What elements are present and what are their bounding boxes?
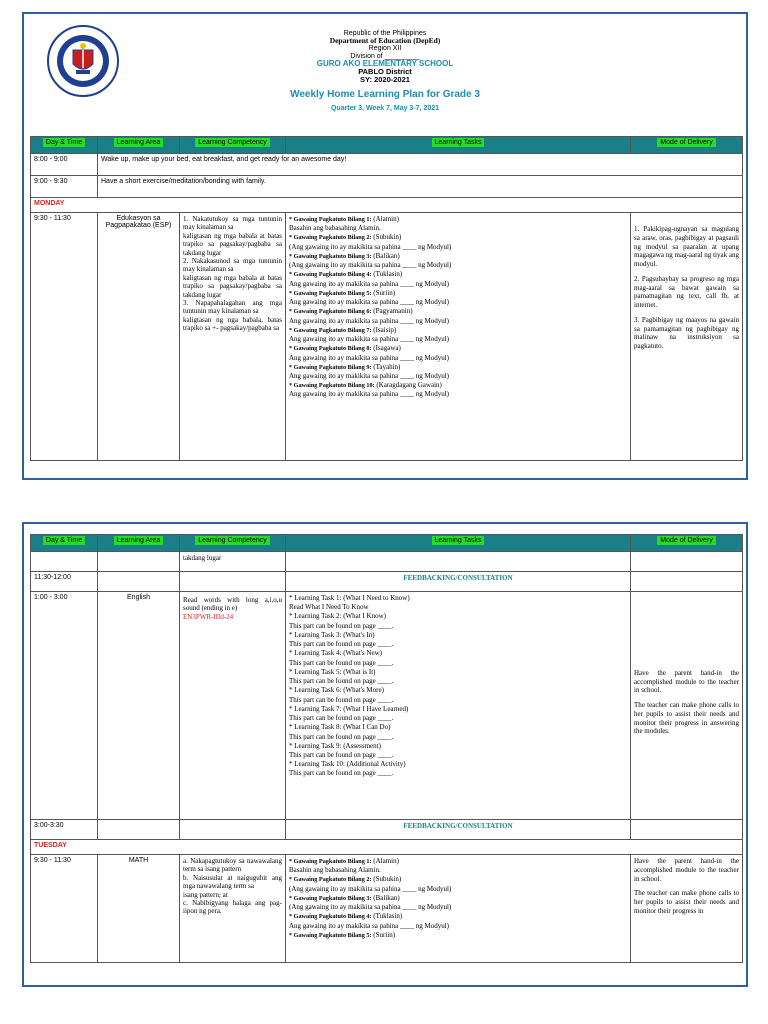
task-instruction: (Ang gawaing ito ay makikita sa pahina ____ ng Modyul) xyxy=(289,261,452,270)
task-line: This part can be found on page ____. xyxy=(289,640,394,649)
task-line: * Learning Task 6: (What's More) xyxy=(289,686,384,695)
feedback-label: FEEDBACKING/CONSULTATION xyxy=(286,572,631,592)
task-instruction: Ang gawaing ito ay makikita sa pahina ____ ng Modyul) xyxy=(289,921,449,930)
division-line: Division of _________ xyxy=(350,52,420,60)
document-page-2 xyxy=(22,522,748,987)
learning-plan-table xyxy=(30,534,743,963)
row-time: 8:00 - 9:00 xyxy=(31,154,98,176)
task-instruction: Ang gawaing ito ay makikita sa pahina ____ ng Modyul) xyxy=(289,390,449,399)
task-line: This part can be found on page ____. xyxy=(289,677,394,686)
competency-code: EN3PWR-IIId-24 xyxy=(183,612,234,621)
task-instruction: (Ang gawaing ito ay makikita sa pahina ____ ng Modyul) xyxy=(289,903,452,912)
row-activity: Wake up, make up your bed, eat breakfast, and get ready for an awesome day! xyxy=(98,154,743,176)
task-instruction: Basahin ang babasahing Alamin. xyxy=(289,866,381,875)
table-header-row xyxy=(31,137,743,154)
task-line: * Learning Task 8: (What I Can Do) xyxy=(289,723,391,732)
table-row xyxy=(31,154,743,176)
task-heading: * Gawaing Pagkatuto Bilang 1: (Alamin) xyxy=(289,857,399,865)
col-learning-competency: Learning Competency xyxy=(180,137,286,154)
task-line: This part can be found on page ____. xyxy=(289,658,394,667)
row-activity: Have a short exercise/meditation/bonding with family. xyxy=(98,176,743,198)
republic-line: Republic of the Philippines xyxy=(343,30,427,37)
region-line: Region XII xyxy=(368,45,402,53)
document-page-1 xyxy=(22,12,748,480)
task-instruction: Ang gawaing ito ay makikita sa pahina ____ ng Modyul) xyxy=(289,371,449,380)
task-instruction: Ang gawaing ito ay makikita sa pahina ____ ng Modyul) xyxy=(289,353,449,362)
col-learning-tasks: Learning Tasks xyxy=(286,535,631,552)
row-time: 3:00-3:30 xyxy=(31,820,98,840)
day-label-tuesday: TUESDAY xyxy=(31,840,743,855)
day-row xyxy=(31,198,743,213)
task-heading: * Gawaing Pagkatuto Bilang 9: (Tayahin) xyxy=(289,362,401,371)
task-instruction: (Ang gawaing ito ay makikita sa pahina ____ ng Modyul) xyxy=(289,242,452,251)
learning-tasks xyxy=(286,213,631,461)
task-instruction: Ang gawaing ito ay makikita sa pahina ____ ng Modyul) xyxy=(289,279,449,288)
table-row xyxy=(31,592,743,820)
learning-competency: a. Nakapagtutukoy sa nawawalang term sa isang pattern b. Naisusulat at naiguguhit ang mga nawawalang term sa isang pattern; at c. Nabibigyang halaga ang pag-iipon ng pera. xyxy=(180,855,286,963)
mode-of-delivery: 1. Pakikipag-ugnayan sa magulang sa araw, oras, pagbibigay at pagsauli ng modyul sa paaralan at upang magagawa ng mag-aaral ng tiyak ang modyul. 2. Pagsubaybay sa progreso ng mga mag-aaral sa bawat gawain sa pamamagitan ng text, call fb, at internet. 3. Pagbibigay ng maayos na gawain sa pamamagitan ng pagbibigay ng malinaw na instruksiyon sa pagkatuto. xyxy=(631,213,743,461)
school-year: SY: 2020-2021 xyxy=(360,75,410,85)
col-mode-of-delivery: Mode of Delivery xyxy=(631,137,743,154)
district-line: PABLO District xyxy=(358,67,412,77)
task-heading: * Gawaing Pagkatuto Bilang 3: (Balikan) xyxy=(289,251,400,260)
task-heading: * Gawaing Pagkatuto Bilang 3: (Balikan) xyxy=(289,893,400,902)
table-row xyxy=(31,552,743,572)
table-row xyxy=(31,176,743,198)
table-row xyxy=(31,572,743,592)
learning-tasks xyxy=(286,855,631,963)
task-line: * Learning Task 1: (What I Need to Know) xyxy=(289,594,410,602)
task-line: * Learning Task 5: (What is It) xyxy=(289,667,376,676)
learning-area: Edukasyon sa Pagpapakatao (ESP) xyxy=(98,213,180,461)
task-heading: * Gawaing Pagkatuto Bilang 4: (Tuklasin) xyxy=(289,270,403,279)
table-row xyxy=(31,213,743,461)
task-line: This part can be found on page ____. xyxy=(289,695,394,704)
task-line: This part can be found on page ____. xyxy=(289,750,394,759)
feedback-label: FEEDBACKING/CONSULTATION xyxy=(286,820,631,840)
table-row xyxy=(31,855,743,963)
mode-of-delivery: Have the parent hand-in the accomplished module to the teacher in school. The teacher can make phone calls to her pupils to assist their needs and monitor their progress in xyxy=(631,855,743,963)
col-day-time: Day & Time xyxy=(31,535,98,552)
document-subtitle: Quarter 3, Week 7, May 3-7, 2021 xyxy=(330,104,440,112)
mode-of-delivery: Have the parent hand-in the accomplished module to the teacher in school. The teacher can make phone calls to her pupils to assist their needs and monitor their progress in answering the modules. xyxy=(631,592,743,820)
task-heading: * Gawaing Pagkatuto Bilang 5: (Suriin) xyxy=(289,930,396,939)
task-line: * Learning Task 9: (Assessment) xyxy=(289,741,381,750)
task-line: This part can be found on page ____. xyxy=(289,769,394,778)
task-heading: * Gawaing Pagkatuto Bilang 6: (Pagyamanin) xyxy=(289,307,413,316)
col-learning-competency: Learning Competency xyxy=(180,535,286,552)
row-time: 1:00 - 3:00 xyxy=(31,592,98,820)
task-heading: * Gawaing Pagkatuto Bilang 1: (Alamin) xyxy=(289,215,399,223)
row-time: 11:30-12:00 xyxy=(31,572,98,592)
task-heading: * Gawaing Pagkatuto Bilang 2: (Subukin) xyxy=(289,233,402,242)
col-learning-area: Learning Area xyxy=(98,137,180,154)
task-instruction: (Ang gawaing ito ay makikita sa pahina ____ ng Modyul) xyxy=(289,884,452,893)
task-heading: * Gawaing Pagkatuto Bilang 7: (Isaisip) xyxy=(289,325,397,334)
learning-tasks xyxy=(286,592,631,820)
col-mode-of-delivery: Mode of Delivery xyxy=(631,535,743,552)
department-line: Department of Education (DepEd) xyxy=(329,36,441,46)
day-label-monday: MONDAY xyxy=(31,198,743,213)
learning-competency: Read words with long a,i,o,u sound (ending in e) EN3PWR-IIId-24 xyxy=(180,592,286,820)
document-title: Weekly Home Learning Plan for Grade 3 xyxy=(290,89,480,101)
task-line: * Learning Task 10: (Additional Activity) xyxy=(289,760,406,769)
learning-area: MATH xyxy=(98,855,180,963)
row-time: 9:30 - 11:30 xyxy=(31,855,98,963)
learning-plan-table xyxy=(30,136,743,461)
task-line: * Learning Task 4: (What's New) xyxy=(289,649,382,658)
task-heading: * Gawaing Pagkatuto Bilang 5: (Suriin) xyxy=(289,288,396,297)
table-row xyxy=(31,820,743,840)
col-day-time: Day & Time xyxy=(31,137,98,154)
learning-competency: 1. Nakatutukoy sa mga tuntunin may kinalaman sa kaligtasan ng mga babala at batas trapiko sa pagsakay/pagbaba sa takdang lugar 2. Nakakasunod sa mga tuntunin may kinalaman sa kaligtasan ng mga babala at batas trapiko sa pagsakay/pagbaba sa takdang lugar 3. Napapahalagahan ang mga tuntunin may kinalaman sa kaligtasan ng nga babala, batas trapiko sa +- pagsakay/pagbaba sa xyxy=(180,213,286,461)
task-heading: * Gawaing Pagkatuto Bilang 4: (Tuklasin) xyxy=(289,912,403,921)
task-line: * Learning Task 2: (What I Know) xyxy=(289,612,386,621)
row-time: 9:30 - 11:30 xyxy=(31,213,98,461)
page-header xyxy=(24,14,746,132)
task-line: * Learning Task 7: (What I Have Learned) xyxy=(289,704,409,713)
task-instruction: Basahin ang babasahing Alamin. xyxy=(289,224,381,233)
task-instruction: Ang gawaing ito ay makikita sa pahina ____ ng Modyul) xyxy=(289,316,449,325)
task-line: Read What I Need To Know xyxy=(289,603,369,612)
table-header-row xyxy=(31,535,743,552)
task-instruction: Ang gawaing ito ay makikita sa pahina ____ ng Modyul) xyxy=(289,298,449,307)
task-heading: * Gawaing Pagkatuto Bilang 10: (Karagdagang Gawain) xyxy=(289,381,442,390)
task-instruction: Ang gawaing ito ay makikita sa pahina ____ ng Modyul) xyxy=(289,335,449,344)
school-name: GURO AKO ELEMENTARY SCHOOL xyxy=(316,58,454,68)
task-heading: * Gawaing Pagkatuto Bilang 2: (Subukin) xyxy=(289,875,402,884)
learning-area: English xyxy=(98,592,180,820)
task-line: This part can be found on page ____. xyxy=(289,714,394,723)
task-heading: * Gawaing Pagkatuto Bilang 8: (Isagawa) xyxy=(289,344,401,353)
task-line: This part can be found on page ____. xyxy=(289,621,394,630)
col-learning-area: Learning Area xyxy=(98,535,180,552)
learning-competency: takdang lugar xyxy=(180,552,286,572)
row-time: 9:00 - 9:30 xyxy=(31,176,98,198)
task-line: * Learning Task 3: (What's In) xyxy=(289,630,375,639)
task-line: This part can be found on page ____. xyxy=(289,732,394,741)
day-row xyxy=(31,840,743,855)
col-learning-tasks: Learning Tasks xyxy=(286,137,631,154)
